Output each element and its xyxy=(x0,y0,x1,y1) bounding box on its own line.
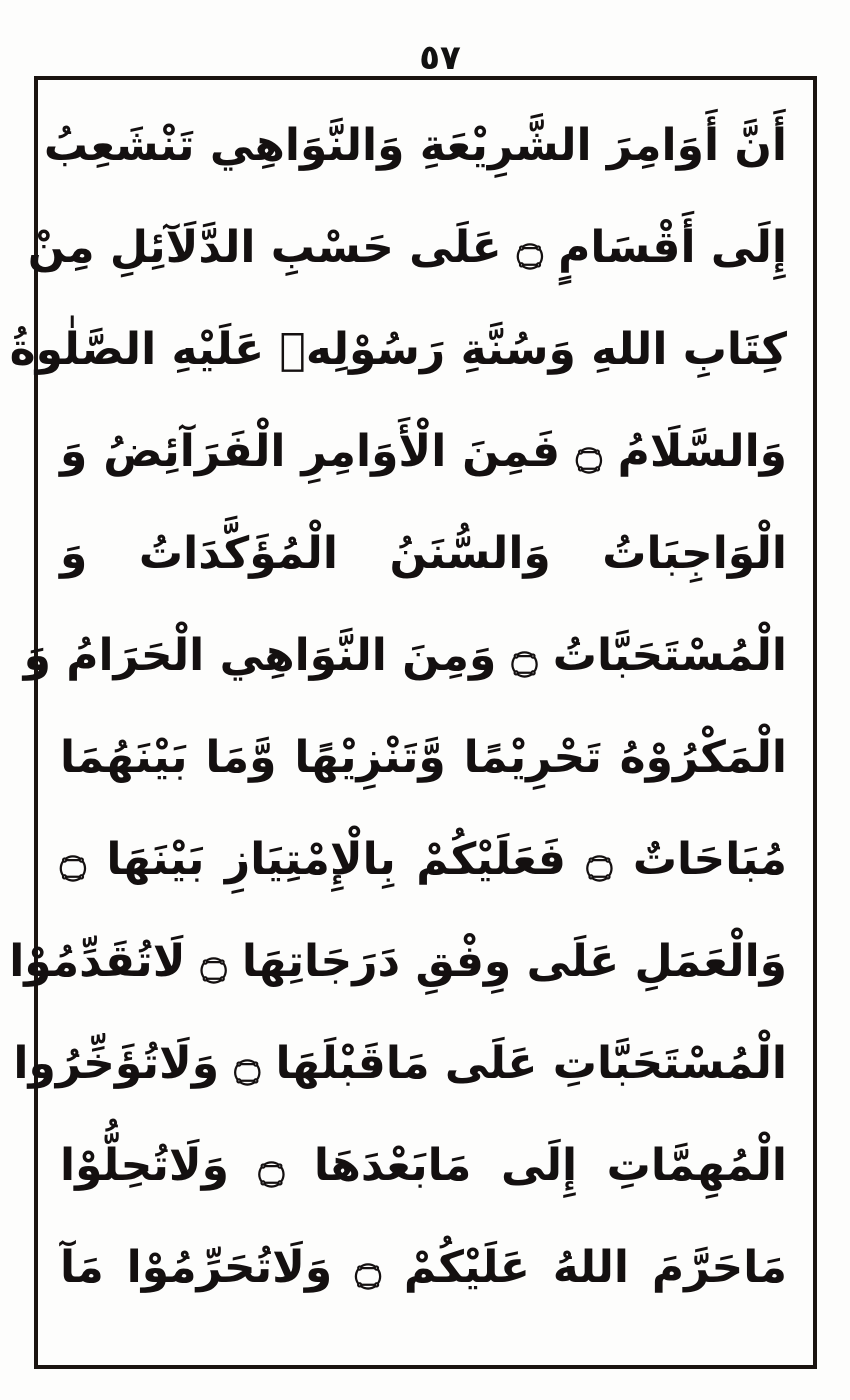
text-line: وَالْعَمَلِ عَلَى وِفْقِ دَرَجَاتِهَا ۝ لَاتُقَدِّمُوْا xyxy=(9,935,787,987)
text-line-7 xyxy=(38,706,813,808)
text-line: الْوَاجِبَاتُ وَالسُّنَنُ الْمُؤَكَّدَاتُ وَ xyxy=(60,527,787,579)
text-line: وَالسَّلَامُ ۝ فَمِنَ الْأَوَامِرِ الْفَرَآئِضُ وَ xyxy=(60,425,787,477)
text-line: مَاحَرَّمَ اللهُ عَلَيْكُمْ ۝ وَلَاتُحَرِّمُوْا مَآ xyxy=(60,1241,787,1293)
text-line-9 xyxy=(9,910,813,1012)
text-line: الْمُهِمَّاتِ إِلَى مَابَعْدَهَا ۝ وَلَاتُحِلُّوْا xyxy=(60,1139,787,1191)
text-line-12 xyxy=(38,1216,813,1318)
text-line-3 xyxy=(9,298,813,400)
text-line-10 xyxy=(13,1012,813,1114)
text-line: إِلَى أَقْسَامٍ ۝ عَلَى حَسْبِ الدَّلَآئِلِ مِنْ xyxy=(27,221,787,273)
text-border-frame xyxy=(9,76,817,1369)
text-line-8 xyxy=(38,808,813,910)
text-line: مُبَاحَاتٌ ۝ فَعَلَيْكُمْ بِالْإِمْتِيَازِ بَيْنَهَا ۝ xyxy=(60,833,787,885)
arabic-text-block xyxy=(9,94,813,1318)
page-number: ٥٧ xyxy=(419,38,461,78)
text-line-6 xyxy=(23,604,813,706)
text-line-4 xyxy=(38,400,813,502)
text-line: كِتَابِ اللهِ وَسُنَّةِ رَسُوْلِهٖ عَلَيْهِ الصَّلٰوةُ xyxy=(9,323,787,375)
text-line: الْمُسْتَحَبَّاتُ ۝ وَمِنَ النَّوَاهِي الْحَرَامُ وَ xyxy=(23,629,787,681)
text-line-2 xyxy=(27,196,813,298)
text-line-5 xyxy=(38,502,813,604)
text-line-1 xyxy=(38,94,813,196)
text-line: أَنَّ أَوَامِرَ الشَّرِيْعَةِ وَالنَّوَاهِي تَنْشَعِبُ xyxy=(43,119,787,171)
text-line: الْمَكْرُوْهُ تَحْرِيْمًا وَّتَنْزِيْهًا وَّمَا بَيْنَهُمَا xyxy=(60,731,787,783)
text-line: الْمُسْتَحَبَّاتِ عَلَى مَاقَبْلَهَا ۝ وَلَاتُؤَخِّرُوا xyxy=(13,1037,787,1089)
text-line-11 xyxy=(38,1114,813,1216)
